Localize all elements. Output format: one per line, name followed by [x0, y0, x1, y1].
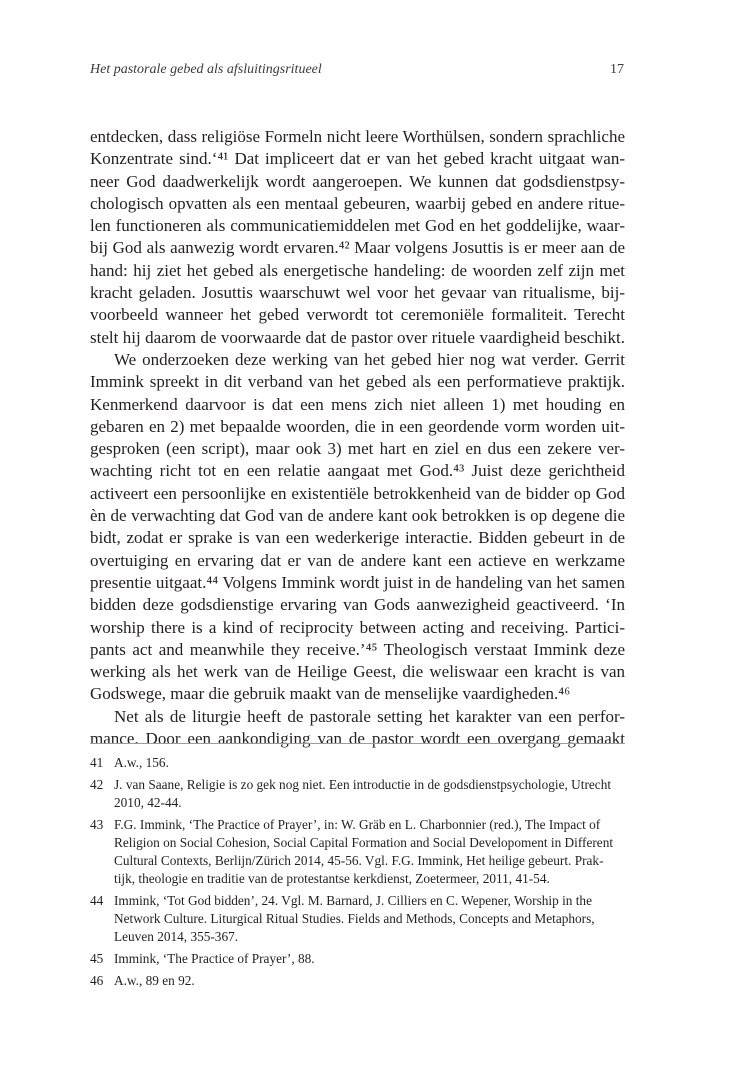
text-line: overtuiging en ervaring dat er van de andere kant een actieve en werkzame [90, 550, 625, 570]
footnote-line: Immink, ‘Tot God bidden’, 24. Vgl. M. Barnard, J. Cilliers en C. Wepener, Worship in the [114, 893, 592, 908]
text-line: èn de verwachting dat God van de andere kant ook betrokken is op degene die [90, 506, 625, 526]
footnote-number: 45 [90, 951, 104, 966]
footnote-line: Leuven 2014, 355-367. [114, 929, 239, 944]
text-line: gesproken (een script), maar ook 3) met hart en ziel en dus een zekere ver- [90, 439, 625, 459]
text-line: Konzentrate sind.‘⁴¹ Dat impliceert dat er van het gebed kracht uitgaat wan- [90, 149, 625, 169]
text-line: wachting richt tot en een relatie aangaat met God.⁴³ Juist deze gerichtheid [90, 461, 625, 481]
text-line: Kenmerkend daarvoor is dat een mens zich niet alleen 1) met houding en [90, 394, 625, 414]
footnote-46 [90, 972, 625, 990]
text-line: bidden deze godsdienstige ervaring van Gods aanwezigheid geactiveerd. ‘In [90, 595, 625, 615]
footnote-number: 42 [90, 777, 104, 792]
text-line: kracht geladen. Josuttis waarschuwt wel voor het gevaar van ritualisme, bij- [90, 283, 625, 303]
text-line: chologisch opvatten als een mentaal gebeuren, waarbij gebed en andere ritue- [90, 193, 625, 213]
footnote-line: Network Culture. Liturgical Ritual Studies. Fields and Methods, Concepts and Metaphors, [114, 911, 595, 926]
footnote-line: Immink, ‘The Practice of Prayer’, 88. [114, 951, 315, 966]
text-line: activeert een persoonlijke en existentiële betrokkenheid van de bidder op God [90, 483, 625, 503]
footnote-line: 2010, 42-44. [114, 795, 182, 810]
footnote-line: Cultural Contexts, Berlijn/Zürich 2014, 45-56. Vgl. F.G. Immink, Het heilige gebeurt. Prak- [114, 853, 604, 868]
footnote-line: A.w., 156. [114, 755, 169, 770]
text-line: presentie uitgaat.⁴⁴ Volgens Immink wordt juist in de handeling van het samen [90, 572, 625, 592]
text-line: stelt hij daarom de voorwaarde dat de pastor over rituele vaardigheid beschikt. [90, 327, 625, 347]
text-line: voorbeeld wanneer het gebed verwordt tot ceremoniële formaliteit. Terecht [90, 305, 625, 325]
footnote-number: 46 [90, 973, 104, 988]
footnote-42 [90, 776, 625, 812]
text-line: Immink spreekt in dit verband van het gebed als een performatieve praktijk. [90, 372, 625, 392]
text-line: Godswege, maar die gebruik maakt van de menselijke vaardigheden.⁴⁶ [90, 684, 571, 704]
running-header [90, 62, 624, 78]
text-line: bidt, zodat er sprake is van een wederkerige interactie. Bidden gebeurt in de [90, 528, 625, 548]
footnote-line: Religion on Social Cohesion, Social Capital Formation and Social Developoment in Different [114, 835, 614, 850]
text-line: neer God daadwerkelijk wordt aangeroepen. We kunnen dat godsdienstpsy- [90, 171, 625, 191]
text-line: werking als het werk van de Heilige Geest, die weliswaar een kracht is van [90, 662, 625, 682]
footnote-41 [90, 754, 625, 772]
text-line: hand: hij ziet het gebed als energetische handeling: de woorden zelf zijn met [90, 260, 625, 280]
footnote-line: J. van Saane, Religie is zo gek nog niet. Een introductie in de godsdienstpsychologie, Utrecht [114, 777, 612, 792]
text-line: len functioneren als communicatiemiddelen met God en het goddelijke, waar- [90, 216, 625, 236]
text-line: Net als de liturgie heeft de pastorale setting het karakter van een perfor- [114, 706, 625, 726]
text-line: gebaren en 2) met bepaalde woorden, die in een geordende vorm worden uit- [90, 416, 625, 436]
text-line: We onderzoeken deze werking van het gebed hier nog wat verder. Gerrit [114, 349, 625, 369]
footnote-line: F.G. Immink, ‘The Practice of Prayer’, in: W. Gräb en L. Charbonnier (red.), The Impact of [114, 817, 601, 832]
footnote-line: tijk, theologie en traditie van de protestantse kerkdienst, Zoetermeer, 2011, 41-54. [114, 871, 550, 886]
page-number: 17 [610, 62, 624, 77]
footnote-number: 41 [90, 755, 104, 770]
text-line: entdecken, dass religiöse Formeln nicht leere Worthülsen, sondern sprachliche [90, 127, 625, 146]
paragraph-1 [90, 126, 625, 349]
running-title: Het pastorale gebed als afsluitingsritueel [90, 62, 322, 77]
footnote-number: 43 [90, 817, 104, 832]
text-line: mance. Door een aankondiging van de pastor wordt een overgang gemaakt [90, 729, 625, 749]
body-text [90, 126, 625, 750]
footnote-44 [90, 892, 625, 946]
footnote-divider [90, 743, 625, 744]
footnote-line: A.w., 89 en 92. [114, 973, 195, 988]
footnote-45 [90, 950, 625, 968]
footnote-number: 44 [90, 893, 104, 908]
text-line: bij God als aanwezig wordt ervaren.⁴² Maar volgens Josuttis is er meer aan de [90, 238, 625, 258]
footnote-43 [90, 816, 625, 888]
text-line: worship there is a kind of reciprocity between acting and receiving. Partici- [90, 617, 625, 637]
text-line: pants act and meanwhile they receive.’⁴⁵ Theologisch verstaat Immink deze [90, 639, 625, 659]
paragraph-2 [90, 349, 625, 706]
footnotes [90, 754, 625, 994]
